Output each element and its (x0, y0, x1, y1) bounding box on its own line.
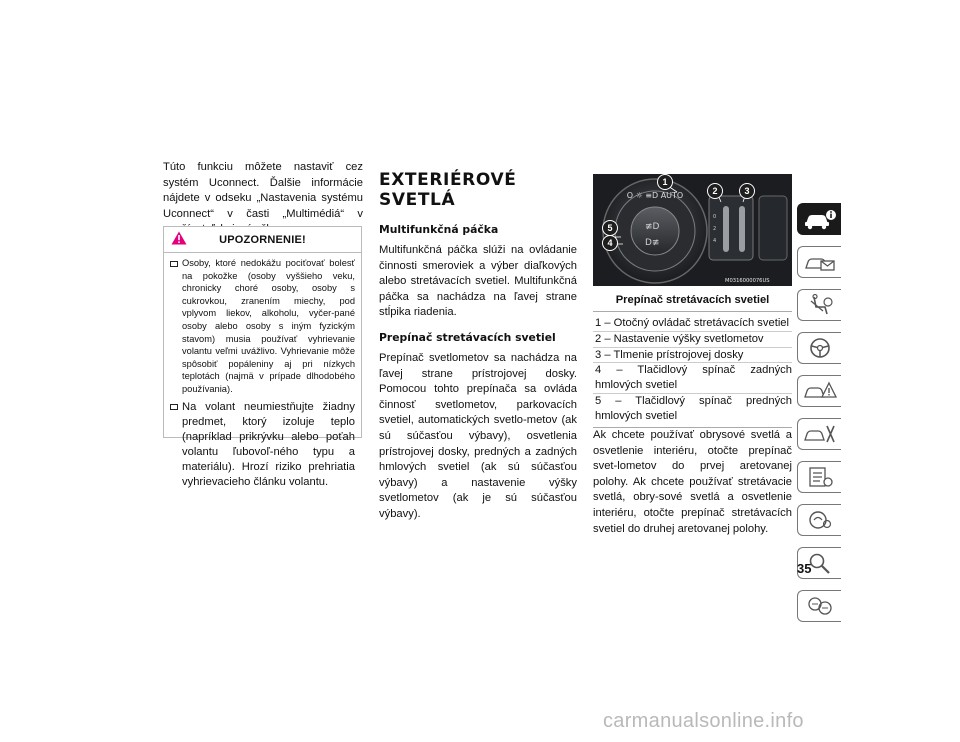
svg-text:0: 0 (713, 214, 717, 220)
watermark: carmanualsonline.info (603, 710, 804, 732)
car-info-icon (803, 207, 837, 231)
headlight-switch-figure (593, 174, 792, 286)
steering-wheel-icon (803, 336, 837, 360)
warning-title: UPOZORNENIE! (219, 233, 306, 246)
tab-safety[interactable] (797, 289, 841, 321)
tab-driving[interactable] (797, 332, 841, 364)
intro-paragraph: Túto funkciu môžete nastaviť cez systém Uconnect. Ďalšie informácie nájdete v odseku „Nastavenia systému Uconnect“ v časti „Multimédiá“ v (163, 161, 363, 220)
tab-multimedia[interactable] (797, 504, 841, 536)
tab-car-message[interactable] (797, 246, 841, 278)
callout-5: 5 (602, 220, 618, 236)
tab-maintenance[interactable] (797, 461, 841, 493)
svg-text:2: 2 (713, 226, 717, 232)
callout-4: 4 (602, 235, 618, 251)
tab-languages[interactable] (797, 590, 841, 622)
legend-item: 5 – Tlačidlový spínač predných hmlových svetiel (595, 394, 792, 422)
warning-box (163, 226, 362, 488)
figure-caption: Prepínač stretávacích svetiel (615, 294, 770, 306)
svg-text:O ☼ ≡D AUTO: O ☼ ≡D AUTO (626, 191, 684, 200)
subheading-headlight-switch: Prepínač stretávacích svetiel (379, 330, 556, 344)
svg-text:D≢: D≢ (645, 238, 660, 248)
legend-item: 1 – Otočný ovládač stretávacích svetiel (595, 317, 790, 329)
page-number: 35 (797, 561, 812, 576)
tab-service[interactable] (797, 418, 841, 450)
callout-3: 3 (739, 183, 755, 199)
warning-item-text: Na volant neumiestňujte žiadny predmet, ktorý izoluje teplo (napríklad prikrývku alebo poťah volantu ľubovoľ-ného typu a materiálu). Hrozí riziko prehriatia vyhrievacieho článku volantu. (182, 400, 355, 488)
figure-legend (593, 311, 792, 428)
text-column-2 (379, 170, 577, 523)
parking-lights-text: Ak chcete používať obrysové svetlá a osvetlenie interiéru, otočte prepínač svet-lometov do prvej aretovanej polohy. Ak chcete používať stretávacie svetlá, obry-sové svetlá a osvetlenie interiéru, otočte prepínač stretávacích svetiel do druhej aretovanej polohy. (593, 429, 792, 535)
multimedia-icon (803, 508, 837, 532)
figure-code: M0316000076US (725, 278, 770, 284)
maintenance-list-icon (803, 465, 837, 489)
headlight-switch-text: Prepínač svetlometov sa nachádza na ľavej strane prístrojovej dosky. Pomocou tohto prepínača sa ovláda činnosť svetlometov, parkovacích svetiel, automatických svetlo-metov (ak sú súčasťou výbavy), osvetlenia prístrojovej dosky, predných a zadných hmlových svetiel (ak sú súčasťou výbavy) a nastavenie výšky svetlometov (ak je sú súčasťou výbavy). (379, 351, 577, 520)
warning-header (164, 227, 361, 253)
warning-triangle-icon (171, 231, 187, 245)
car-service-tools-icon (803, 422, 837, 446)
svg-text:4: 4 (713, 238, 717, 244)
languages-icon (803, 594, 837, 618)
legend-item: 3 – Tlmenie prístrojovej dosky (593, 347, 792, 363)
car-message-icon (803, 250, 837, 274)
crash-warning-icon (803, 379, 837, 403)
callout-1: 1 (657, 174, 673, 190)
warning-item (170, 400, 355, 490)
legend-item: 2 – Nastavenie výšky svetlometov (593, 331, 792, 347)
section-title: EXTERIÉROVÉ SVETLÁ (379, 170, 517, 210)
subheading-multifunction-lever: Multifunkčná páčka (379, 223, 499, 236)
svg-text:≢D: ≢D (645, 222, 660, 232)
headlight-switch-illustration (593, 174, 792, 286)
seat-safety-icon (803, 293, 837, 317)
bullet-square-icon (170, 404, 178, 410)
callout-2: 2 (707, 183, 723, 199)
legend-item: 4 – Tlačidlový spínač zadných hmlových svetiel (595, 364, 792, 392)
warning-item (170, 257, 355, 396)
warning-item-text: Osoby, ktoré nedokážu pociťovať bolesť na pokožke (osoby vyššieho veku, chronicky choré osoby, osoby s cukrovkou, zranením miechy, pod vplyvom liekov, alkoholu, vyčer-pané osoby alebo osoby s iným fyzickým stavom) musia používať vyhrievanie volantu veľmi uvážlivo. Vyhrievanie môže spôsobiť popáleniny aj pri nízkych teplotách (najmä v prípade dlhodobého používania). (182, 258, 355, 394)
multifunction-lever-text: Multifunkčná páčka slúži na ovládanie činnosti smeroviek a výber diaľkových alebo stretávacích svetiel. Multifunkčná páčka sa nachádza na ľavej strane stĺpika riadenia. (379, 244, 577, 319)
tab-emergency[interactable] (797, 375, 841, 407)
tab-car-info[interactable] (797, 203, 841, 235)
bullet-square-icon (170, 261, 178, 267)
